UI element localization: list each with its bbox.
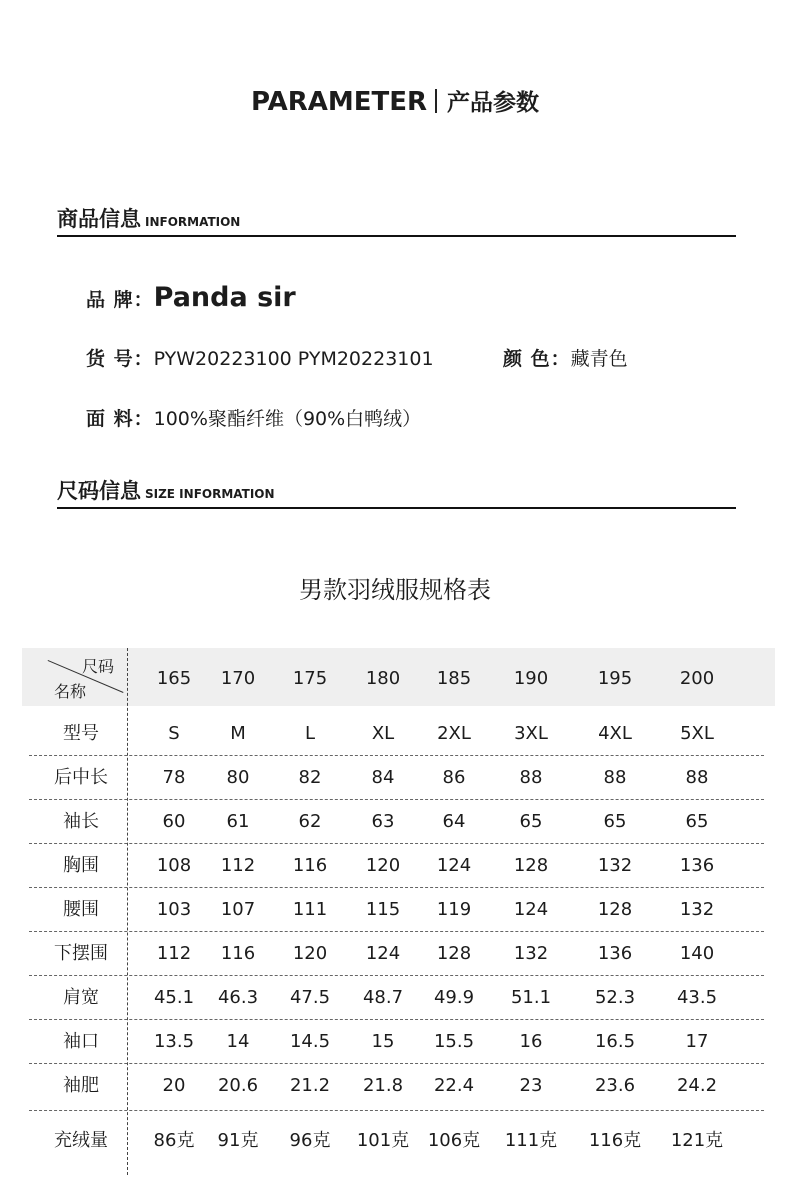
section-title-en: SIZE INFORMATION xyxy=(145,487,275,501)
section-title-en: INFORMATION xyxy=(145,215,241,229)
material-value: 100%聚酯纤维（90%白鸭绒） xyxy=(153,408,422,430)
table-cell: 21.8 xyxy=(362,1075,404,1096)
table-cell: 124 xyxy=(513,899,549,920)
table-cell: 116 xyxy=(292,855,328,876)
row-label: 后中长 xyxy=(54,767,108,788)
section-title-cn: 尺码信息 xyxy=(57,479,141,503)
table-cell: 65 xyxy=(519,811,543,832)
table-cell: 116克 xyxy=(588,1130,642,1151)
table-cell: 20.6 xyxy=(217,1075,259,1096)
table-cell: 111克 xyxy=(504,1130,558,1151)
table-cell: 91克 xyxy=(217,1130,259,1151)
table-cell: 111 xyxy=(292,899,328,920)
table-cell: 121克 xyxy=(670,1130,724,1151)
table-cell: 124 xyxy=(436,855,472,876)
table-cell: 88 xyxy=(685,767,709,788)
row-divider xyxy=(29,887,764,888)
table-cell: 60 xyxy=(162,811,186,832)
column-header: 185 xyxy=(436,668,472,689)
row-label: 充绒量 xyxy=(54,1130,108,1151)
table-cell: S xyxy=(168,723,180,744)
table-cell: 61 xyxy=(226,811,250,832)
table-cell: 78 xyxy=(162,767,186,788)
section-header-product xyxy=(57,203,736,237)
section-title-cn: 商品信息 xyxy=(57,207,141,231)
row-label: 袖肥 xyxy=(63,1075,99,1096)
table-cell: 88 xyxy=(603,767,627,788)
table-cell: 107 xyxy=(220,899,256,920)
color-label: 颜 色： xyxy=(503,348,571,370)
brand-value: Panda sir xyxy=(153,282,296,313)
table-cell: 15 xyxy=(371,1031,395,1052)
brand-row xyxy=(86,282,296,313)
table-cell: 86 xyxy=(442,767,466,788)
row-divider xyxy=(29,931,764,932)
column-header: 200 xyxy=(679,668,715,689)
table-cell: 52.3 xyxy=(594,987,636,1008)
sku-value: PYW20223100 PYM20223101 xyxy=(153,348,434,370)
section-header-size xyxy=(57,475,736,509)
table-cell: 4XL xyxy=(598,723,632,744)
table-cell: 43.5 xyxy=(676,987,718,1008)
table-cell: 22.4 xyxy=(433,1075,475,1096)
table-cell: 65 xyxy=(603,811,627,832)
row-label: 肩宽 xyxy=(63,987,99,1008)
table-cell: 20 xyxy=(162,1075,186,1096)
table-cell: XL xyxy=(371,723,395,744)
row-label: 胸围 xyxy=(63,855,99,876)
table-cell: 21.2 xyxy=(289,1075,331,1096)
table-cell: 48.7 xyxy=(362,987,404,1008)
table-cell: 24.2 xyxy=(676,1075,718,1096)
table-cell: 112 xyxy=(156,943,192,964)
page-title xyxy=(0,84,790,117)
table-cell: 116 xyxy=(220,943,256,964)
table-cell: 128 xyxy=(436,943,472,964)
table-cell: 136 xyxy=(679,855,715,876)
table-cell: 49.9 xyxy=(433,987,475,1008)
row-divider xyxy=(29,975,764,976)
table-cell: 132 xyxy=(679,899,715,920)
table-cell: 63 xyxy=(371,811,395,832)
table-cell: 82 xyxy=(298,767,322,788)
table-cell: 23 xyxy=(519,1075,543,1096)
table-cell: 112 xyxy=(220,855,256,876)
table-cell: 136 xyxy=(597,943,633,964)
row-divider xyxy=(29,755,764,756)
row-divider xyxy=(29,843,764,844)
table-cell: 120 xyxy=(292,943,328,964)
table-cell: 128 xyxy=(513,855,549,876)
table-cell: 3XL xyxy=(514,723,548,744)
sku-label: 货 号： xyxy=(86,348,154,370)
table-cell: 14 xyxy=(226,1031,250,1052)
table-cell: 120 xyxy=(365,855,401,876)
table-cell: 80 xyxy=(226,767,250,788)
table-cell: 64 xyxy=(442,811,466,832)
table-cell: 13.5 xyxy=(153,1031,195,1052)
table-cell: 84 xyxy=(371,767,395,788)
table-cell: 103 xyxy=(156,899,192,920)
table-cell: 15.5 xyxy=(433,1031,475,1052)
table-cell: 23.6 xyxy=(594,1075,636,1096)
table-cell: 51.1 xyxy=(510,987,552,1008)
brand-label: 品 牌： xyxy=(86,289,154,311)
table-cell: M xyxy=(230,723,246,744)
table-cell: 101克 xyxy=(356,1130,410,1151)
sku-row xyxy=(86,344,434,371)
table-cell: 16 xyxy=(519,1031,543,1052)
table-cell: 119 xyxy=(436,899,472,920)
table-cell: 47.5 xyxy=(289,987,331,1008)
table-cell: 115 xyxy=(365,899,401,920)
table-cell: 65 xyxy=(685,811,709,832)
corner-size-label: 尺码 xyxy=(82,657,115,676)
row-label: 袖口 xyxy=(63,1031,99,1052)
column-header: 175 xyxy=(292,668,328,689)
table-cell: 96克 xyxy=(289,1130,331,1151)
title-en: PARAMETER xyxy=(250,87,428,117)
row-divider xyxy=(29,1019,764,1020)
color-row xyxy=(503,344,628,371)
size-table-title: 男款羽绒服规格表 xyxy=(299,576,491,604)
table-cell: 86克 xyxy=(153,1130,195,1151)
table-cell: 17 xyxy=(685,1031,709,1052)
table-cell: 45.1 xyxy=(153,987,195,1008)
corner-name-label: 名称 xyxy=(54,682,87,701)
table-cell: 62 xyxy=(298,811,322,832)
table-column-divider xyxy=(127,648,128,1175)
row-divider xyxy=(29,1110,764,1111)
table-cell: 128 xyxy=(597,899,633,920)
column-header: 180 xyxy=(365,668,401,689)
column-header: 165 xyxy=(156,668,192,689)
row-divider xyxy=(29,799,764,800)
table-cell: 124 xyxy=(365,943,401,964)
color-value: 藏青色 xyxy=(570,348,628,370)
table-cell: L xyxy=(304,723,316,744)
table-cell: 5XL xyxy=(680,723,714,744)
material-label: 面 料： xyxy=(86,408,154,430)
row-label: 型号 xyxy=(63,723,99,744)
table-cell: 14.5 xyxy=(289,1031,331,1052)
table-cell: 132 xyxy=(597,855,633,876)
table-cell: 46.3 xyxy=(217,987,259,1008)
table-cell: 88 xyxy=(519,767,543,788)
column-header: 170 xyxy=(220,668,256,689)
column-header: 195 xyxy=(597,668,633,689)
table-cell: 132 xyxy=(513,943,549,964)
material-row xyxy=(86,404,421,431)
row-label: 下摆围 xyxy=(54,943,108,964)
table-cell: 106克 xyxy=(427,1130,481,1151)
table-cell: 16.5 xyxy=(594,1031,636,1052)
title-cn: 产品参数 xyxy=(447,90,540,116)
row-label: 腰围 xyxy=(63,899,99,920)
row-divider xyxy=(29,1063,764,1064)
column-header: 190 xyxy=(513,668,549,689)
table-cell: 140 xyxy=(679,943,715,964)
title-divider xyxy=(435,89,437,113)
row-label: 袖长 xyxy=(63,811,99,832)
table-cell: 2XL xyxy=(437,723,471,744)
table-cell: 108 xyxy=(156,855,192,876)
